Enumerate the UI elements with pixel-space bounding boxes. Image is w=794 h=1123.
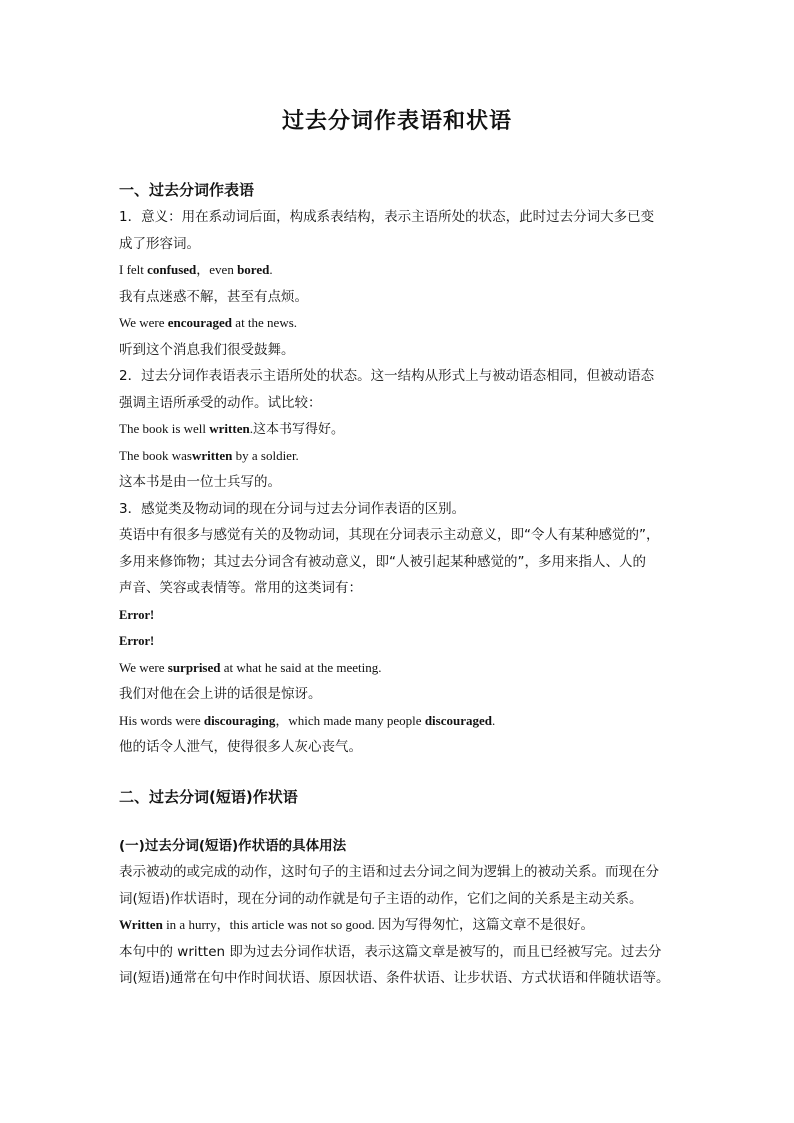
example-sentence: His words were discouraging，which made many people discouraged. (119, 712, 496, 728)
paragraph-line: 3．感觉类及物动词的现在分词与过去分词作表语的区别。 (119, 500, 466, 517)
spacer (119, 811, 689, 833)
example-sentence: We were surprised at what he said at the meeting. (119, 659, 382, 675)
paragraph-line: 1．意义：用在系动词后面，构成系表结构，表示主语所处的状态，此时过去分词大多已变 (119, 209, 655, 225)
example-translation: 我有点迷惑不解，甚至有点烦。 (119, 288, 308, 305)
paragraph-line: 英语中有很多与感觉有关的及物动词，其现在分词表示主动意义，即“令人有某种感觉的”， (119, 527, 660, 543)
document-body (119, 176, 689, 992)
section-heading-2: 二、过去分词(短语)作状语 (119, 787, 298, 806)
error-placeholder: Error! (119, 607, 155, 622)
example-translation: 我们对他在会上讲的话很是惊讶。 (119, 686, 322, 702)
paragraph-line: 多用来修饰物；其过去分词含有被动意义，即“人被引起某种感觉的”，多用来指人、人的 (119, 553, 646, 570)
error-placeholder: Error! (119, 634, 155, 648)
paragraph-line: 2．过去分词作表语表示主语所处的状态。这一结构从形式上与被动语态相同，但被动语态 (119, 368, 655, 384)
example-sentence: I felt confused，even bored. (119, 262, 273, 277)
example-translation: 这本书是由一位士兵写的。 (119, 474, 281, 490)
paragraph-line: 强调主语所承受的动作。试比较： (119, 394, 322, 411)
example-translation: 听到这个消息我们很受鼓舞。 (119, 341, 295, 358)
document-title: 过去分词作表语和状语 (281, 108, 512, 134)
paragraph-line: 词(短语)通常在句中作时间状语、原因状语、条件状语、让步状语、方式状语和伴随状语等。 (119, 970, 670, 986)
paragraph-line: 声音、笑容或表情等。常用的这类词有： (119, 580, 362, 596)
paragraph-line: 词(短语)作状语时，现在分词的动作就是句子主语的动作，它们之间的关系是主动关系。 (119, 890, 643, 907)
example-translation: 他的话令人泄气，使得很多人灰心丧气。 (119, 739, 362, 755)
example-sentence: The book waswritten by a soldier. (119, 447, 299, 463)
paragraph-line: 成了形容词。 (119, 235, 200, 252)
subsection-heading: (一)过去分词(短语)作状语的具体用法 (119, 837, 347, 854)
spacer (119, 761, 689, 783)
example-sentence: Written in a hurry，this article was not so good. 因为写得匆忙，这篇文章不是很好。 (119, 917, 594, 933)
example-sentence: The book is well written.这本书写得好。 (119, 421, 344, 436)
example-sentence: We were encouraged at the news. (119, 315, 298, 330)
section-heading-1: 一、过去分词作表语 (119, 181, 255, 199)
paragraph-line: 本句中的 written 即为过去分词作状语，表示这篇文章是被写的，而且已经被写完。过去分 (119, 943, 662, 960)
paragraph-line: 表示被动的或完成的动作，这时句子的主语和过去分词之间为逻辑上的被动关系。而现在分 (119, 864, 659, 880)
